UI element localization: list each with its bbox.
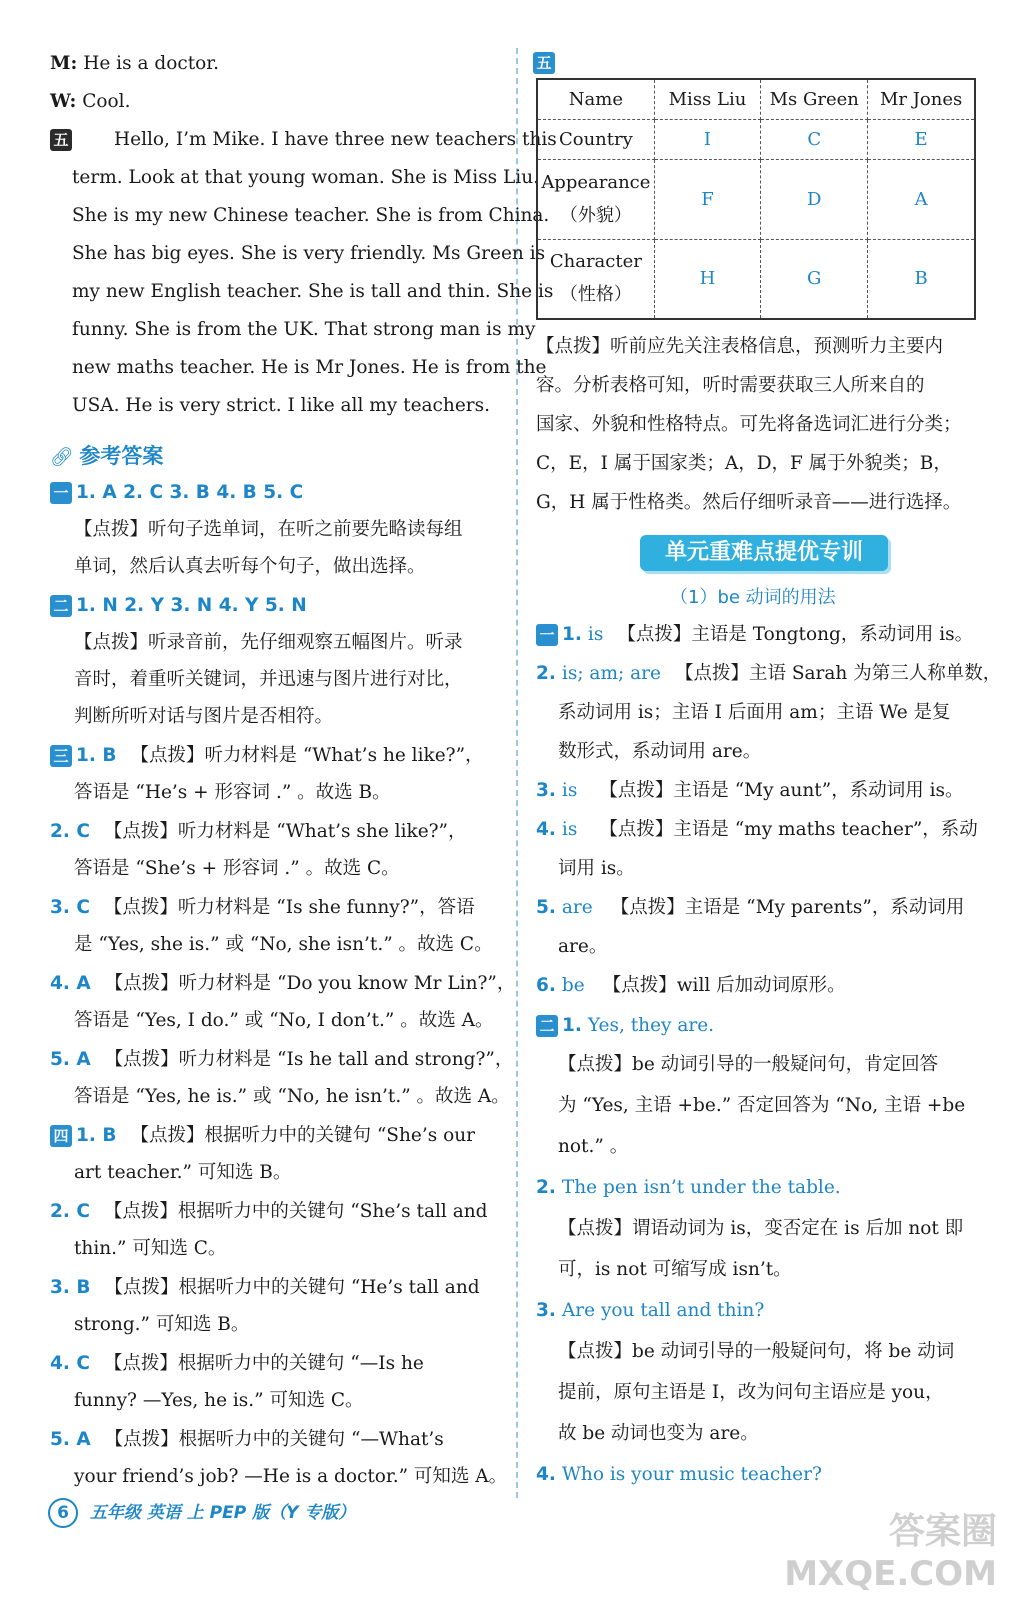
passage-line: USA. He is very strict. I like all my teachers.	[72, 395, 490, 416]
watermark-logo: 答案圈	[888, 1511, 997, 1552]
hint-line: 答语是 “He’s + 形容词 .” 。故选 B。	[74, 782, 391, 803]
table-cell: C	[761, 119, 868, 159]
hint-line: 故 be 动词也变为 are。	[558, 1423, 759, 1444]
hint-line: funny? —Yes, he is.” 可知选 C。	[74, 1390, 364, 1411]
section-badge: 五	[533, 52, 555, 74]
dialogue-line: M: He is a doctor.	[50, 53, 219, 74]
hint-line: are。	[558, 936, 608, 957]
answer-item: 2. is; am; are 【点拨】主语 Sarah 为第三人称单数，	[536, 663, 1002, 684]
page-footer	[48, 1498, 355, 1528]
answer-item: 二 1. Yes, they are.	[536, 1014, 714, 1038]
answer-item: 3. Are you tall and thin?	[536, 1300, 765, 1321]
hint-line: 答语是 “Yes, I do.” 或 “No, I don’t.” 。故选 A。	[74, 1010, 494, 1031]
footer-text: 五年级 英语 上 PEP 版（Y 专版）	[89, 1503, 356, 1523]
hint-line: 数形式，系动词用 are。	[558, 741, 762, 762]
answer-item: 2. The pen isn’t under the table.	[536, 1177, 841, 1198]
answer-item: 5. A 【点拨】听力材料是 “Is he tall and strong?”，	[50, 1049, 514, 1070]
passage-line: my new English teacher. She is tall and thin. She is	[72, 281, 554, 302]
dialogue-line: W: Cool.	[50, 91, 131, 112]
watermark-url: MXQE.COM	[784, 1554, 997, 1594]
answer-item: 4. Who is your music teacher?	[536, 1464, 822, 1485]
hint-line: 词用 is。	[558, 858, 635, 879]
hint-line: 音时，着重听关键词，并迅速与图片进行对比，	[74, 669, 463, 690]
passage-line: She is my new Chinese teacher. She is from China.	[72, 205, 550, 226]
table-header-cell: Miss Liu	[654, 79, 760, 119]
hint-line: 为 “Yes, 主语 +be.” 否定回答为 “No, 主语 +be	[558, 1095, 966, 1116]
answer-item: 5. are 【点拨】主语是 “My parents”，系动词用	[536, 897, 965, 918]
page-number: 6	[48, 1498, 78, 1528]
hint-line: art teacher.” 可知选 B。	[74, 1162, 292, 1183]
passage-line: new maths teacher. He is Mr Jones. He is from the	[72, 357, 547, 378]
section-badge: 二	[536, 1015, 558, 1037]
table-cell: B	[868, 239, 975, 319]
passage-line: She has big eyes. She is very friendly. Ms Green is	[72, 243, 546, 264]
answer-item: 一 1. is 【点拨】主语是 Tongtong，系动词用 is。	[536, 623, 973, 647]
answer-item: 3. B 【点拨】根据听力中的关键句 “He’s tall and	[50, 1277, 480, 1298]
table-row	[537, 239, 975, 319]
answer-item: 2. C 【点拨】根据听力中的关键句 “She’s tall and	[50, 1201, 488, 1222]
table-header-cell: Mr Jones	[868, 79, 975, 119]
hint-line: 答语是 “Yes, he is.” 或 “No, he isn’t.” 。故选 A。	[74, 1086, 510, 1107]
answer-item: 5. A 【点拨】根据听力中的关键句 “—What’s	[50, 1429, 444, 1450]
row-label: Appearance （外貌）	[537, 159, 654, 239]
hint-line: G，H 属于性格类。然后仔细听录音——进行选择。	[536, 492, 962, 513]
table-row	[537, 159, 975, 239]
answer-row: 二 1. N 2. Y 3. N 4. Y 5. N	[50, 594, 321, 618]
hint-line: 【点拨】谓语动词为 is，变否定在 is 后加 not 即	[558, 1218, 964, 1239]
section-badge: 三	[50, 745, 72, 767]
section-badge: 四	[50, 1125, 72, 1147]
answer-item: 4. C 【点拨】根据听力中的关键句 “—Is he	[50, 1353, 424, 1374]
unit-subtitle: （1）be 动词的用法	[670, 587, 836, 608]
table-cell: D	[761, 159, 868, 239]
hint-line: 【点拨】听录音前，先仔细观察五幅图片。听录	[74, 632, 463, 653]
hint-line: 答语是 “She’s + 形容词 .” 。故选 C。	[74, 858, 400, 879]
hint-line: 是 “Yes, she is.” 或 “No, she isn’t.” 。故选 C。	[74, 934, 493, 955]
hint-line: 【点拨】听前应先关注表格信息，预测听力主要内	[536, 336, 944, 357]
hint-line: 系动词用 is；主语 I 后面用 am；主语 We 是复	[558, 702, 951, 723]
section-badge: 一	[50, 482, 72, 504]
hint-line: 【点拨】be 动词引导的一般疑问句，肯定回答	[558, 1054, 939, 1075]
table-cell: F	[654, 159, 760, 239]
hint-line: 可，is not 可缩写成 isn’t。	[558, 1259, 792, 1280]
hint-line: 判断所听对话与图片是否相符。	[74, 706, 334, 727]
answer-item: 四 1. B 【点拨】根据听力中的关键句 “She’s our	[50, 1124, 475, 1148]
answer-item: 6. be 【点拨】will 后加动词原形。	[536, 975, 846, 996]
answer-item: 3. is 【点拨】主语是 “My aunt”，系动词用 is。	[536, 780, 964, 801]
table-cell: G	[761, 239, 868, 319]
hint-line: strong.” 可知选 B。	[74, 1314, 250, 1335]
row-label: Character （性格）	[537, 239, 654, 319]
hint-line: 【点拨】听句子选单词，在听之前要先略读每组	[74, 519, 463, 540]
answer-item: 4. A 【点拨】听力材料是 “Do you know Mr Lin?”，	[50, 973, 516, 994]
answer-item: 4. is 【点拨】主语是 “my maths teacher”，系动	[536, 819, 978, 840]
table-row	[537, 119, 975, 159]
hint-line: thin.” 可知选 C。	[74, 1238, 227, 1259]
hint-line: 国家、外貌和性格特点。可先将备选词汇进行分类；	[536, 414, 962, 435]
section-badge: 五	[50, 129, 72, 151]
table-header-cell: Ms Green	[761, 79, 868, 119]
answers-heading: 🔗︎ 参考答案	[50, 444, 164, 468]
table-header-row	[537, 79, 975, 119]
hint-line: your friend’s job? —He is a doctor.” 可知选 A。	[74, 1466, 508, 1487]
answer-item: 三 1. B 【点拨】听力材料是 “What’s he like?”，	[50, 744, 484, 768]
hint-line: C，E，I 属于国家类；A，D，F 属于外貌类；B，	[536, 453, 952, 474]
section-badge: 二	[50, 595, 72, 617]
hint-line: not.” 。	[558, 1136, 629, 1157]
row-label: Country	[537, 119, 654, 159]
passage-line: 五 Hello, I’m Mike. I have three new teachers this	[50, 128, 557, 152]
hint-line: 单词，然后认真去听每个句子，做出选择。	[74, 556, 426, 577]
table-cell: H	[654, 239, 760, 319]
link-icon: 🔗︎	[50, 447, 74, 468]
section-badge: 一	[536, 624, 558, 646]
answer-item: 3. C 【点拨】听力材料是 “Is she funny?”，答语	[50, 897, 475, 918]
teacher-info-table	[536, 78, 976, 320]
answer-item: 2. C 【点拨】听力材料是 “What’s she like?”，	[50, 821, 467, 842]
table-cell: I	[654, 119, 760, 159]
hint-line: 【点拨】be 动词引导的一般疑问句，将 be 动词	[558, 1341, 955, 1362]
table-header-cell: Name	[537, 79, 654, 119]
passage-line: term. Look at that young woman. She is Miss Liu.	[72, 167, 540, 188]
table-cell: E	[868, 119, 975, 159]
table-cell: A	[868, 159, 975, 239]
answer-row: 一 1. A 2. C 3. B 4. B 5. C	[50, 481, 317, 505]
unit-title: 单元重难点提优专训	[640, 535, 888, 571]
passage-line: funny. She is from the UK. That strong man is my	[72, 319, 536, 340]
hint-line: 提前，原句主语是 I，改为问句主语应是 you，	[558, 1382, 944, 1403]
hint-line: 容。分析表格可知，听时需要获取三人所来自的	[536, 375, 925, 396]
